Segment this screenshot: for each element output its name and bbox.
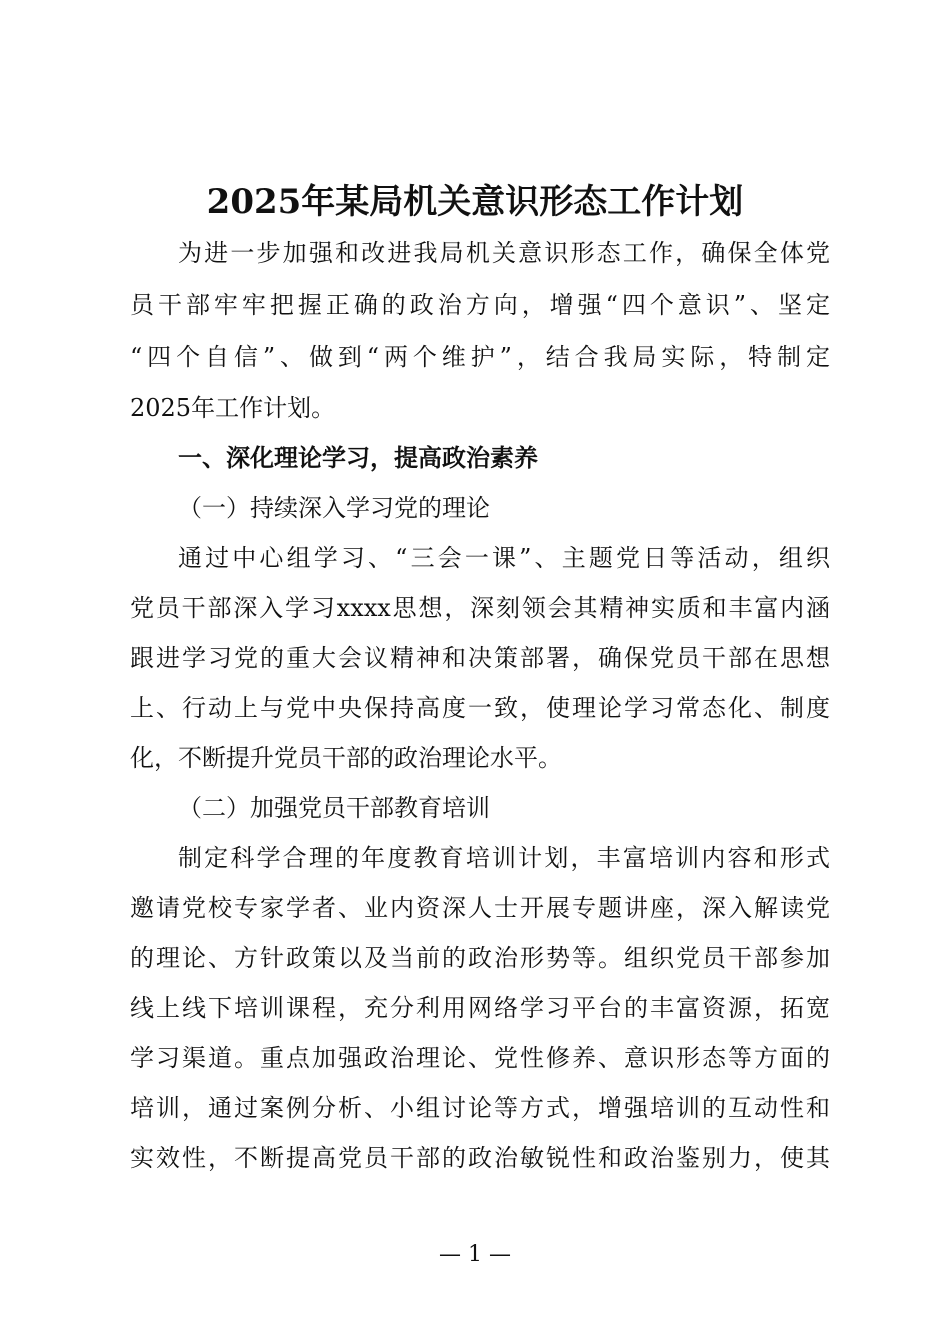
paragraph-2-line-3: 的理论、方针政策以及当前的政治形势等。组织党员干部参加: [130, 944, 830, 972]
section-heading-1: 一、深化理论学习，提高政治素养: [178, 444, 538, 472]
intro-line-3: “四个自信”、做到“两个维护”，结合我局实际，特制定: [130, 343, 830, 371]
paragraph-2-line-6: 培训，通过案例分析、小组讨论等方式，增强培训的互动性和: [130, 1094, 830, 1122]
paragraph-2-line-4: 线上线下培训课程，充分利用网络学习平台的丰富资源，拓宽: [130, 994, 830, 1022]
paragraph-2-line-7: 实效性，不断提高党员干部的政治敏锐性和政治鉴别力，使其: [130, 1144, 830, 1172]
paragraph-2-line-5: 学习渠道。重点加强政治理论、党性修养、意识形态等方面的: [130, 1044, 830, 1072]
paragraph-2-line-1: 制定科学合理的年度教育培训计划，丰富培训内容和形式: [178, 844, 830, 872]
page-number: — 1 —: [439, 1242, 511, 1267]
paragraph-1-line-5: 化，不断提升党员干部的政治理论水平。: [130, 744, 562, 772]
intro-line-4: 2025年工作计划。: [130, 394, 336, 422]
paragraph-1-line-2: 党员干部深入学习xxxx思想，深刻领会其精神实质和丰富内涵: [130, 594, 830, 622]
subsection-heading-1: （一）持续深入学习党的理论: [178, 494, 490, 522]
intro-line-1: 为进一步加强和改进我局机关意识形态工作，确保全体党: [178, 239, 830, 267]
document-title: 2025年某局机关意识形态工作计划: [206, 182, 744, 222]
paragraph-1-line-3: 跟进学习党的重大会议精神和决策部署，确保党员干部在思想: [130, 644, 830, 672]
paragraph-2-line-2: 邀请党校专家学者、业内资深人士开展专题讲座，深入解读党: [130, 894, 830, 922]
intro-line-2: 员干部牢牢把握正确的政治方向，增强“四个意识”、坚定: [130, 291, 830, 319]
paragraph-1-line-1: 通过中心组学习、“三会一课”、主题党日等活动，组织: [178, 544, 830, 572]
subsection-heading-2: （二）加强党员干部教育培训: [178, 794, 490, 822]
paragraph-1-line-4: 上、行动上与党中央保持高度一致，使理论学习常态化、制度: [130, 694, 830, 722]
